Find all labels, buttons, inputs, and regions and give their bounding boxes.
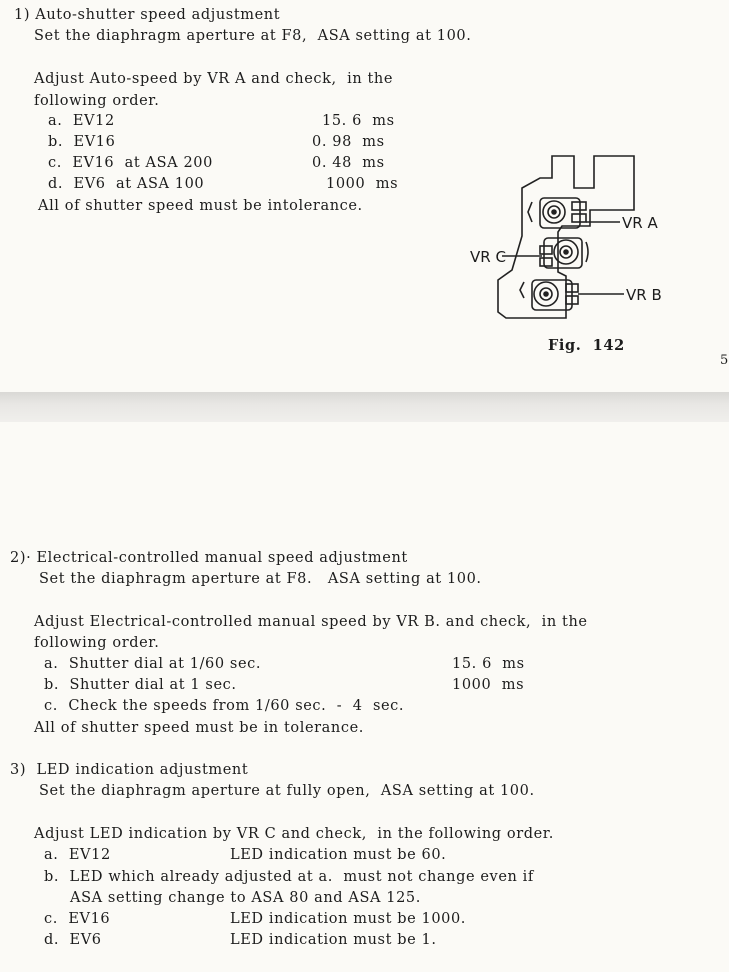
section3-item-value: LED indication must be 1. — [230, 932, 437, 948]
vr-b-label: VR B — [626, 286, 662, 304]
section1-item-value: 0. 98 ms — [312, 134, 385, 150]
section3-item-label: c. EV16 — [44, 911, 111, 927]
vr-c-label: VR C — [470, 248, 506, 266]
section1-intro-line1: Adjust Auto-speed by VR A and check, in the — [34, 71, 394, 87]
section3-item-value: LED indication must be 1000. — [230, 911, 466, 927]
section1-item-label: a. EV12 — [48, 113, 115, 129]
section1-item-label: b. EV16 — [48, 134, 116, 150]
vr-board-diagram — [462, 152, 692, 342]
section3-item-label: ASA setting change to ASA 80 and ASA 125. — [44, 890, 421, 906]
figure-caption: Fig. 142 — [548, 337, 625, 354]
section1-heading: 1) Auto-shutter speed adjustment — [14, 7, 281, 23]
section3-item-label: a. EV12 — [44, 847, 111, 863]
section3-item-label: d. EV6 — [44, 932, 102, 948]
section2-item-label: b. Shutter dial at 1 sec. — [44, 677, 237, 693]
section2-item-value: 15. 6 ms — [452, 656, 525, 672]
page-gap — [0, 392, 729, 422]
section2-item-value: 1000 ms — [452, 677, 525, 693]
section2-heading: 2)· Electrical-controlled manual speed adjustment — [10, 550, 408, 566]
section2-setting: Set the diaphragm aperture at F8. ASA setting at 100. — [39, 571, 482, 587]
section1-intro-line2: following order. — [34, 93, 160, 109]
section3-setting: Set the diaphragm aperture at fully open, ASA setting at 100. — [39, 783, 535, 799]
section3-item-value: LED indication must be 60. — [230, 847, 447, 863]
section1-setting: Set the diaphragm aperture at F8, ASA setting at 100. — [34, 28, 472, 44]
section1-closing: All of shutter speed must be intolerance. — [38, 198, 363, 214]
section1-item-value: 15. 6 ms — [322, 113, 395, 129]
section2-intro-line2: following order. — [34, 635, 160, 651]
section2-intro-line1: Adjust Electrical-controlled manual speed by VR B. and check, in the — [34, 614, 588, 630]
manual-page-bottom — [0, 422, 729, 972]
page-number: 5 — [720, 353, 729, 368]
section2-closing: All of shutter speed must be in tolerance. — [34, 720, 364, 736]
section1-item-value: 0. 48 ms — [312, 155, 385, 171]
section1-item-label: c. EV16 at ASA 200 — [48, 155, 213, 171]
section1-item-label: d. EV6 at ASA 100 — [48, 176, 205, 192]
figure-142 — [462, 152, 692, 342]
section2-item-label: a. Shutter dial at 1/60 sec. — [44, 656, 262, 672]
manual-page-top — [0, 0, 729, 392]
section3-intro-line1: Adjust LED indication by VR C and check, in the following order. — [34, 826, 554, 842]
section2-item-label: c. Check the speeds from 1/60 sec. - 4 sec. — [44, 698, 405, 714]
section3-item-label: b. LED which already adjusted at a. must not change even if — [44, 869, 534, 885]
section1-item-value: 1000 ms — [326, 176, 399, 192]
vr-a-label: VR A — [622, 214, 658, 232]
section3-heading: 3) LED indication adjustment — [10, 762, 249, 778]
